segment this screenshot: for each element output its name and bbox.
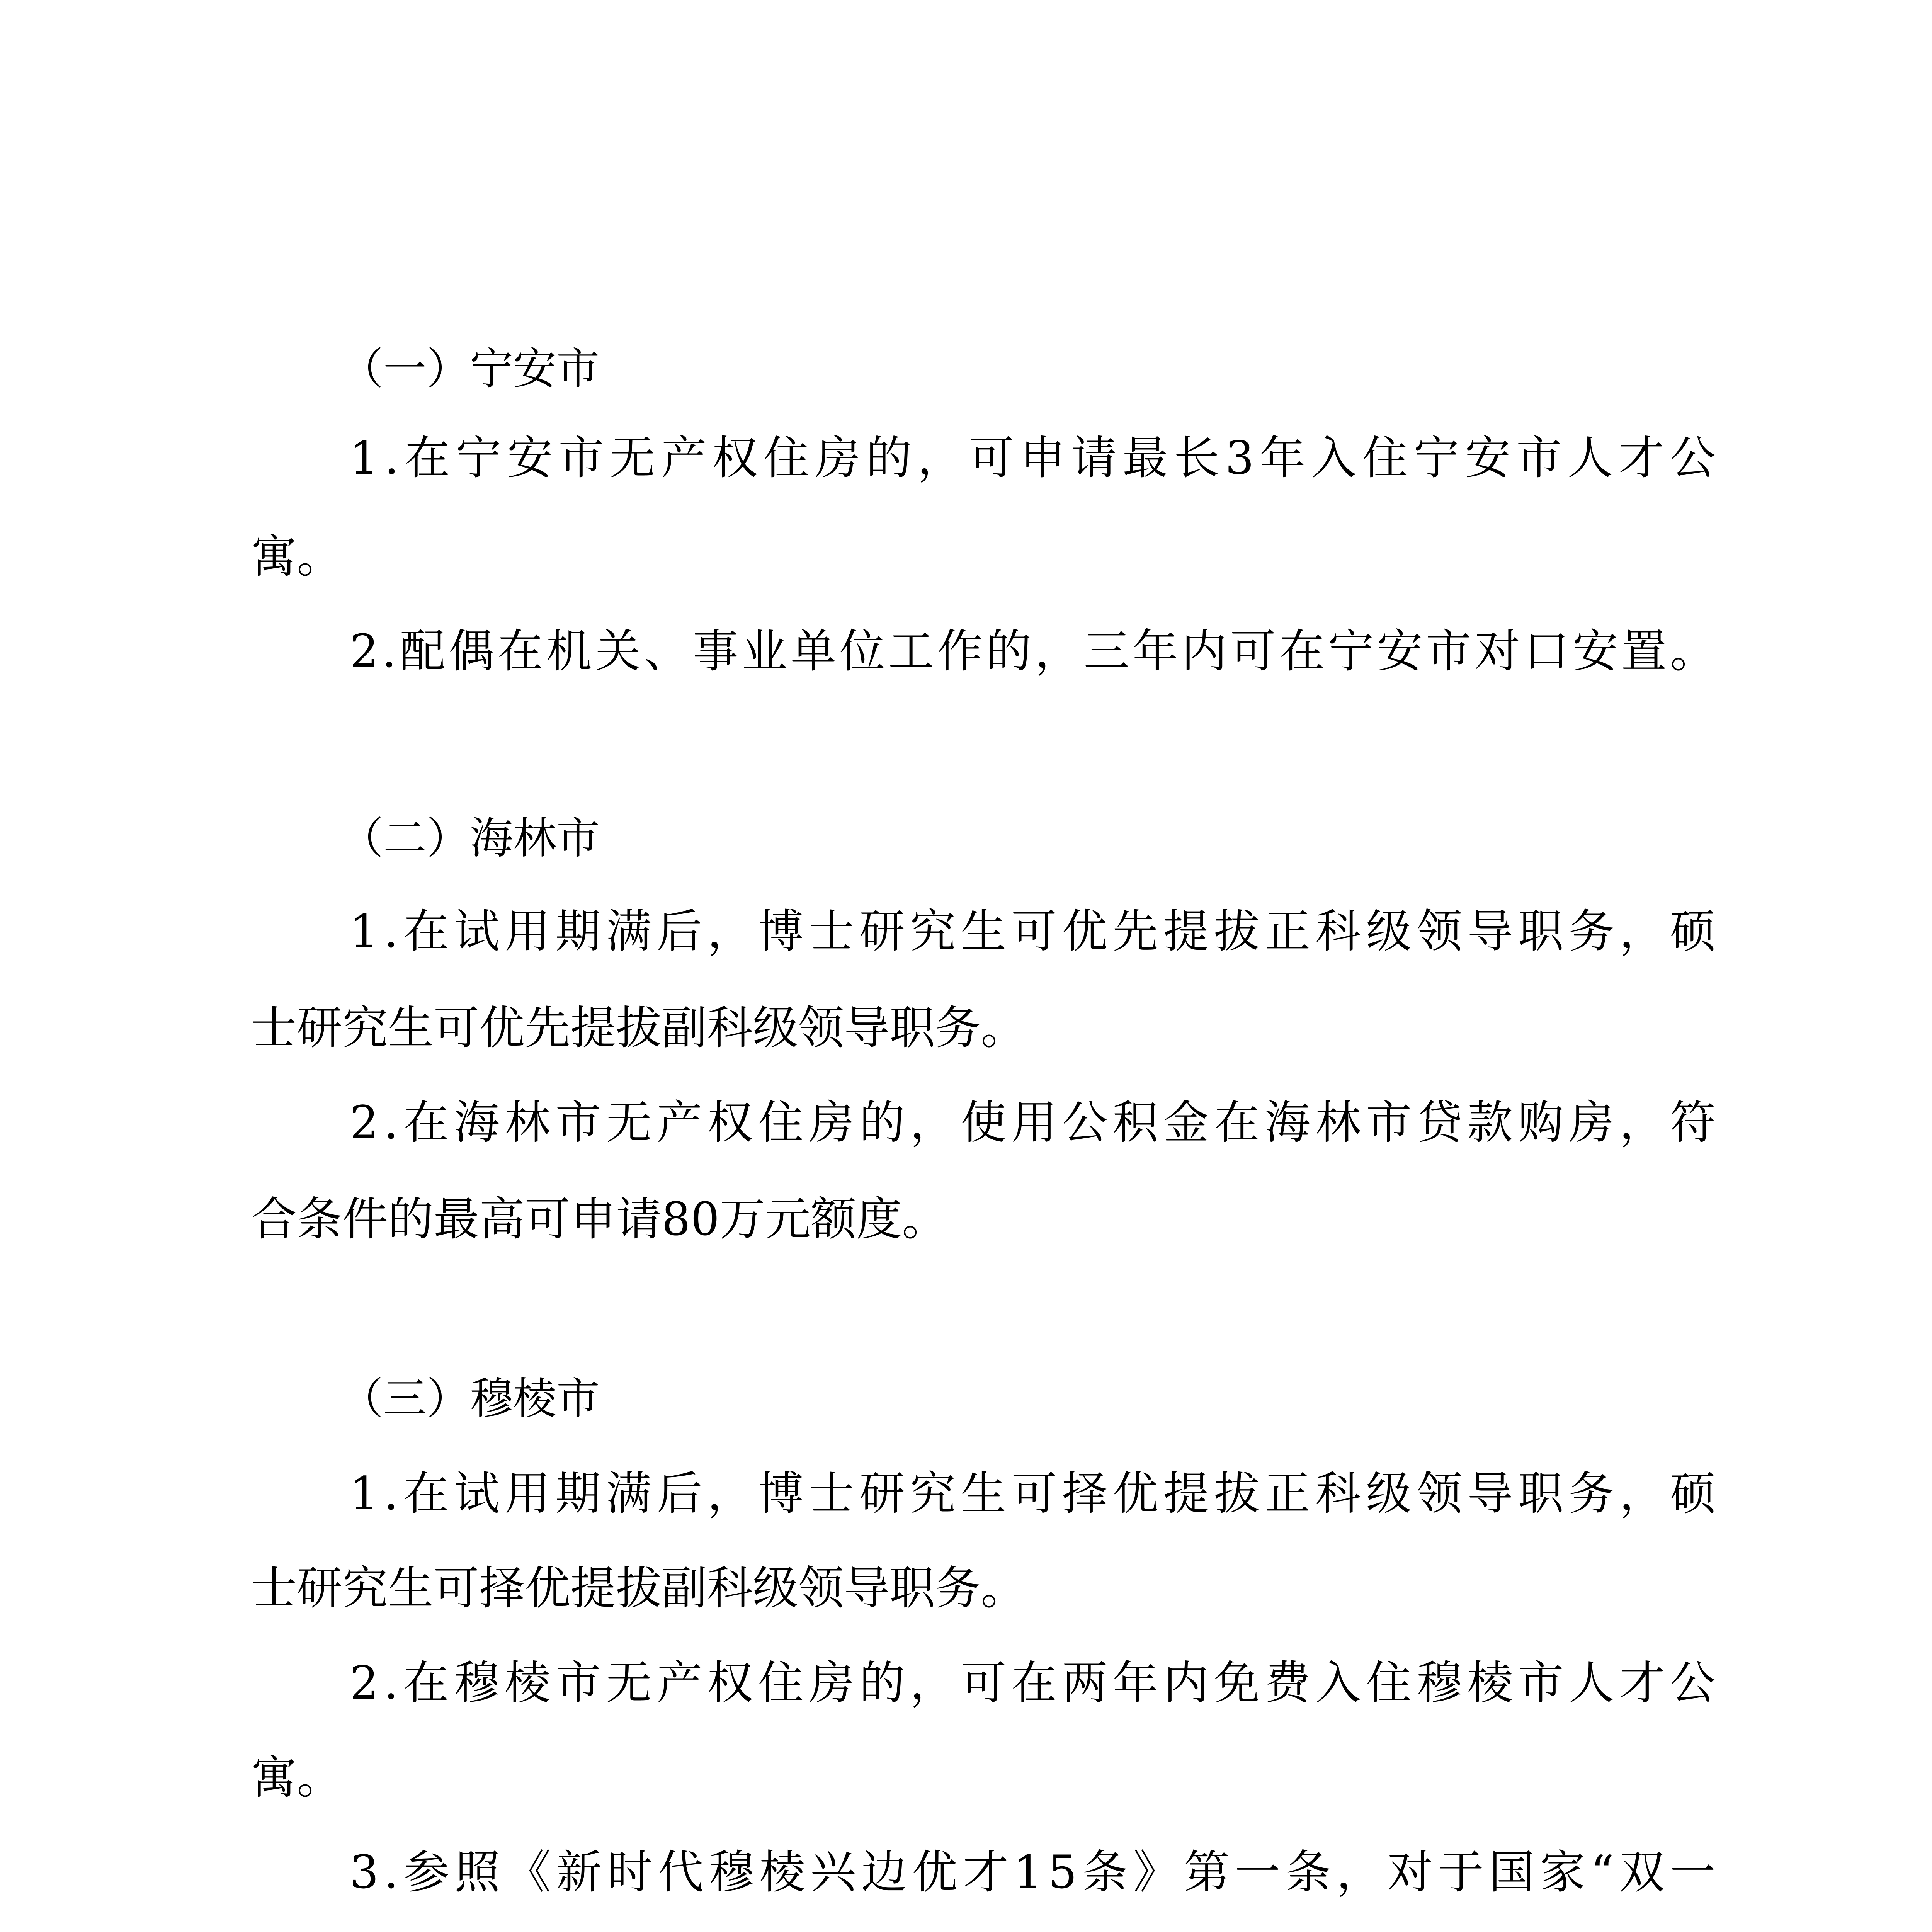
section-heading-text: （二）海林市 [340,813,600,864]
paragraph-text: 1.在宁安市无产权住房的，可申请最长3年入住宁安市人才公 [350,431,1721,485]
paragraph-line [0,999,1932,1057]
paragraph-text: 2.在海林市无产权住房的，使用公积金在海林市贷款购房，符 [350,1096,1721,1149]
paragraph-line [0,1559,1932,1617]
paragraph-line [0,429,1932,487]
paragraph-text: 2.配偶在机关、事业单位工作的，三年内可在宁安市对口安置。 [350,624,1719,678]
paragraph-line [0,1190,1932,1248]
paragraph-text: 士研究生可优先提拔副科级领导职务。 [251,1001,1027,1054]
paragraph-line [0,1654,1932,1712]
paragraph-line [0,622,1932,680]
paragraph-text: 士研究生可择优提拔副科级领导职务。 [251,1561,1027,1615]
paragraph-text: 2.在穆棱市无产权住房的，可在两年内免费入住穆棱市人才公 [350,1656,1721,1709]
paragraph-line [0,1464,1932,1522]
paragraph-text: 寓。 [251,1751,343,1804]
paragraph-line [0,527,1932,585]
paragraph-line [0,1094,1932,1151]
section-heading [0,810,1932,867]
paragraph-line [0,1748,1932,1806]
paragraph-line [0,1843,1932,1901]
paragraph-text: 1.在试用期满后，博士研究生可择优提拔正科级领导职务，硕 [350,1467,1721,1520]
section-heading [0,340,1932,398]
section-heading-text: （一）宁安市 [340,344,600,394]
section-heading [0,1370,1932,1428]
paragraph-text: 1.在试用期满后，博士研究生可优先提拔正科级领导职务，硕 [350,905,1721,958]
paragraph-line [0,902,1932,960]
paragraph-text: 寓。 [251,530,343,583]
section-heading-text: （三）穆棱市 [340,1374,600,1424]
paragraph-text: 3.参照《新时代穆棱兴边优才15条》第一条，对于国家“双一 [350,1845,1721,1899]
paragraph-text: 合条件的最高可申请80万元额度。 [251,1192,948,1246]
